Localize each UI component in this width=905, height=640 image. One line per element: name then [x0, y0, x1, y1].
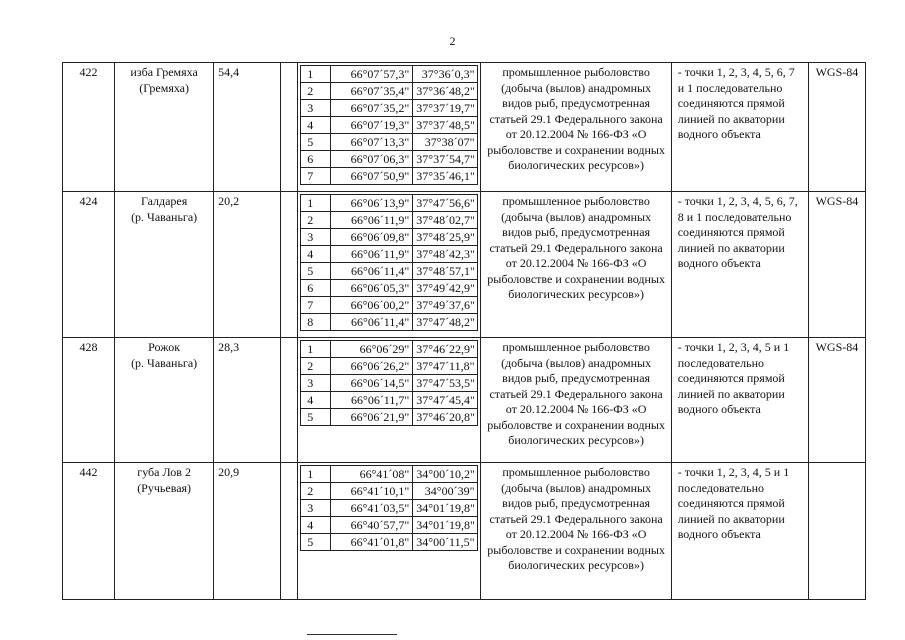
- permitted-use: промышленное рыболовство (добыча (вылов) анадромных видов рыб, предусмотренная статьей 29.1 Федерального закона от 20.12.2004 № 166-ФЗ «О рыболовстве и сохранении водных биологических ресурсов»): [481, 463, 671, 600]
- permitted-use: промышленное рыболовство (добыча (вылов) анадромных видов рыб, предусмотренная статьей 29.1 Федерального закона от 20.12.2004 № 166-ФЗ «О рыболовстве и сохранении водных биологических ресурсов»): [481, 63, 671, 192]
- latitude: 66°07´57,3": [331, 66, 413, 83]
- latitude: 66°06´14,5": [331, 375, 413, 392]
- longitude: 37°36´0,3": [413, 66, 478, 83]
- table-row: [63, 192, 866, 338]
- spacer-cell: [281, 192, 298, 338]
- longitude: 34°01´19,8": [413, 517, 478, 534]
- longitude: 37°47´45,4": [413, 392, 478, 409]
- point-number: 3: [301, 500, 331, 517]
- latitude: 66°06´13,9": [331, 195, 413, 212]
- longitude: 37°47´56,6": [413, 195, 478, 212]
- coordinate-row: [301, 100, 478, 117]
- coordinate-row: [301, 151, 478, 168]
- coordinate-row: [301, 534, 478, 551]
- latitude: 66°07´35,2": [331, 100, 413, 117]
- site-name: губа Лов 2 (Ручьевая): [115, 463, 214, 600]
- coordinate-system: [808, 463, 865, 600]
- latitude: 66°06´11,9": [331, 212, 413, 229]
- coordinate-row: [301, 168, 478, 185]
- longitude: 37°35´46,1": [413, 168, 478, 185]
- latitude: 66°07´06,3": [331, 151, 413, 168]
- table-row: [63, 63, 866, 192]
- point-number: 2: [301, 358, 331, 375]
- latitude: 66°06´11,7": [331, 392, 413, 409]
- latitude: 66°06´11,4": [331, 314, 413, 331]
- point-number: 1: [301, 466, 331, 483]
- longitude: 37°47´11,8": [413, 358, 478, 375]
- longitude: 37°37´48,5": [413, 117, 478, 134]
- point-number: 6: [301, 151, 331, 168]
- coordinate-row: [301, 483, 478, 500]
- coordinates-cell: [298, 63, 481, 192]
- longitude: 37°37´54,7": [413, 151, 478, 168]
- coordinate-row: [301, 409, 478, 426]
- point-number: 1: [301, 195, 331, 212]
- coordinate-row: [301, 134, 478, 151]
- footnote-divider: [307, 634, 397, 635]
- coordinate-row: [301, 280, 478, 297]
- longitude: 37°48´25,9": [413, 229, 478, 246]
- table-row: [63, 338, 866, 463]
- spacer-cell: [281, 63, 298, 192]
- longitude: 37°48´42,3": [413, 246, 478, 263]
- coordinate-row: [301, 297, 478, 314]
- site-name: Галдарея (р. Чаваньга): [115, 192, 214, 338]
- coordinate-row: [301, 314, 478, 331]
- longitude: 34°00´11,5": [413, 534, 478, 551]
- coordinate-row: [301, 263, 478, 280]
- coordinates-table: [300, 65, 478, 185]
- latitude: 66°07´13,3": [331, 134, 413, 151]
- coordinates-cell: [298, 463, 481, 600]
- coordinates-cell: [298, 192, 481, 338]
- coordinate-row: [301, 392, 478, 409]
- site-number: 424: [63, 192, 115, 338]
- longitude: 37°47´53,5": [413, 375, 478, 392]
- point-number: 5: [301, 134, 331, 151]
- point-number: 3: [301, 229, 331, 246]
- longitude: 37°48´57,1": [413, 263, 478, 280]
- fishing-sites-table: [62, 62, 866, 600]
- point-number: 5: [301, 409, 331, 426]
- site-area: 28,3: [214, 338, 281, 463]
- site-number: 442: [63, 463, 115, 600]
- site-area: 54,4: [214, 63, 281, 192]
- coordinate-row: [301, 83, 478, 100]
- point-number: 7: [301, 297, 331, 314]
- coordinate-row: [301, 466, 478, 483]
- latitude: 66°07´35,4": [331, 83, 413, 100]
- coordinate-row: [301, 229, 478, 246]
- permitted-use: промышленное рыболовство (добыча (вылов) анадромных видов рыб, предусмотренная статьей 29.1 Федерального закона от 20.12.2004 № 166-ФЗ «О рыболовстве и сохранении водных биологических ресурсов»): [481, 338, 671, 463]
- coordinate-row: [301, 358, 478, 375]
- longitude: 34°01´19,8": [413, 500, 478, 517]
- coordinate-row: [301, 246, 478, 263]
- latitude: 66°07´50,9": [331, 168, 413, 185]
- longitude: 37°46´22,9": [413, 341, 478, 358]
- longitude: 37°49´42,9": [413, 280, 478, 297]
- permitted-use: промышленное рыболовство (добыча (вылов) анадромных видов рыб, предусмотренная статьей 29.1 Федерального закона от 20.12.2004 № 166-ФЗ «О рыболовстве и сохранении водных биологических ресурсов»): [481, 192, 671, 338]
- latitude: 66°40´57,7": [331, 517, 413, 534]
- longitude: 37°37´19,7": [413, 100, 478, 117]
- latitude: 66°06´11,4": [331, 263, 413, 280]
- coordinate-row: [301, 195, 478, 212]
- coordinate-row: [301, 66, 478, 83]
- longitude: 37°49´37,6": [413, 297, 478, 314]
- coordinate-row: [301, 341, 478, 358]
- point-number: 4: [301, 246, 331, 263]
- spacer-cell: [281, 463, 298, 600]
- site-number: 422: [63, 63, 115, 192]
- latitude: 66°41´01,8": [331, 534, 413, 551]
- latitude: 66°06´11,9": [331, 246, 413, 263]
- point-number: 6: [301, 280, 331, 297]
- coordinate-system: WGS-84: [808, 192, 865, 338]
- spacer-cell: [281, 338, 298, 463]
- longitude: 37°46´20,8": [413, 409, 478, 426]
- point-number: 4: [301, 517, 331, 534]
- point-number: 7: [301, 168, 331, 185]
- point-number: 4: [301, 117, 331, 134]
- latitude: 66°41´10,1": [331, 483, 413, 500]
- boundary-description: - точки 1, 2, 3, 4, 5 и 1 последовательно соединяются прямой линией по акватории водного объекта: [671, 338, 808, 463]
- point-number: 5: [301, 534, 331, 551]
- longitude: 34°00´10,2": [413, 466, 478, 483]
- site-name: изба Гремяха (Гремяха): [115, 63, 214, 192]
- latitude: 66°06´29": [331, 341, 413, 358]
- latitude: 66°06´00,2": [331, 297, 413, 314]
- page-number: 2: [449, 34, 456, 48]
- latitude: 66°06´26,2": [331, 358, 413, 375]
- coordinates-table: [300, 340, 478, 426]
- coordinate-row: [301, 517, 478, 534]
- point-number: 3: [301, 375, 331, 392]
- site-name: Рожок (р. Чаваньга): [115, 338, 214, 463]
- point-number: 2: [301, 483, 331, 500]
- latitude: 66°07´19,3": [331, 117, 413, 134]
- point-number: 3: [301, 100, 331, 117]
- coordinate-row: [301, 212, 478, 229]
- boundary-description: - точки 1, 2, 3, 4, 5, 6, 7, 8 и 1 последовательно соединяются прямой линией по акватории водного объекта: [671, 192, 808, 338]
- site-area: 20,2: [214, 192, 281, 338]
- point-number: 1: [301, 341, 331, 358]
- longitude: 34°00´39": [413, 483, 478, 500]
- coordinates-table: [300, 194, 478, 331]
- boundary-description: - точки 1, 2, 3, 4, 5 и 1 последовательно соединяются прямой линией по акватории водного объекта: [671, 463, 808, 600]
- coordinates-table: [300, 465, 478, 551]
- site-number: 428: [63, 338, 115, 463]
- coordinate-system: WGS-84: [808, 338, 865, 463]
- coordinates-cell: [298, 338, 481, 463]
- point-number: 1: [301, 66, 331, 83]
- latitude: 66°41´03,5": [331, 500, 413, 517]
- latitude: 66°06´05,3": [331, 280, 413, 297]
- point-number: 8: [301, 314, 331, 331]
- latitude: 66°41´08": [331, 466, 413, 483]
- latitude: 66°06´21,9": [331, 409, 413, 426]
- longitude: 37°36´48,2": [413, 83, 478, 100]
- boundary-description: - точки 1, 2, 3, 4, 5, 6, 7 и 1 последовательно соединяются прямой линией по акватории водного объекта: [671, 63, 808, 192]
- point-number: 2: [301, 212, 331, 229]
- point-number: 4: [301, 392, 331, 409]
- point-number: 5: [301, 263, 331, 280]
- site-area: 20,9: [214, 463, 281, 600]
- coordinate-row: [301, 117, 478, 134]
- latitude: 66°06´09,8": [331, 229, 413, 246]
- table-body: [63, 63, 866, 600]
- coordinate-row: [301, 375, 478, 392]
- longitude: 37°48´02,7": [413, 212, 478, 229]
- longitude: 37°47´48,2": [413, 314, 478, 331]
- longitude: 37°38´07": [413, 134, 478, 151]
- coordinate-system: WGS-84: [808, 63, 865, 192]
- point-number: 2: [301, 83, 331, 100]
- table-row: [63, 463, 866, 600]
- coordinate-row: [301, 500, 478, 517]
